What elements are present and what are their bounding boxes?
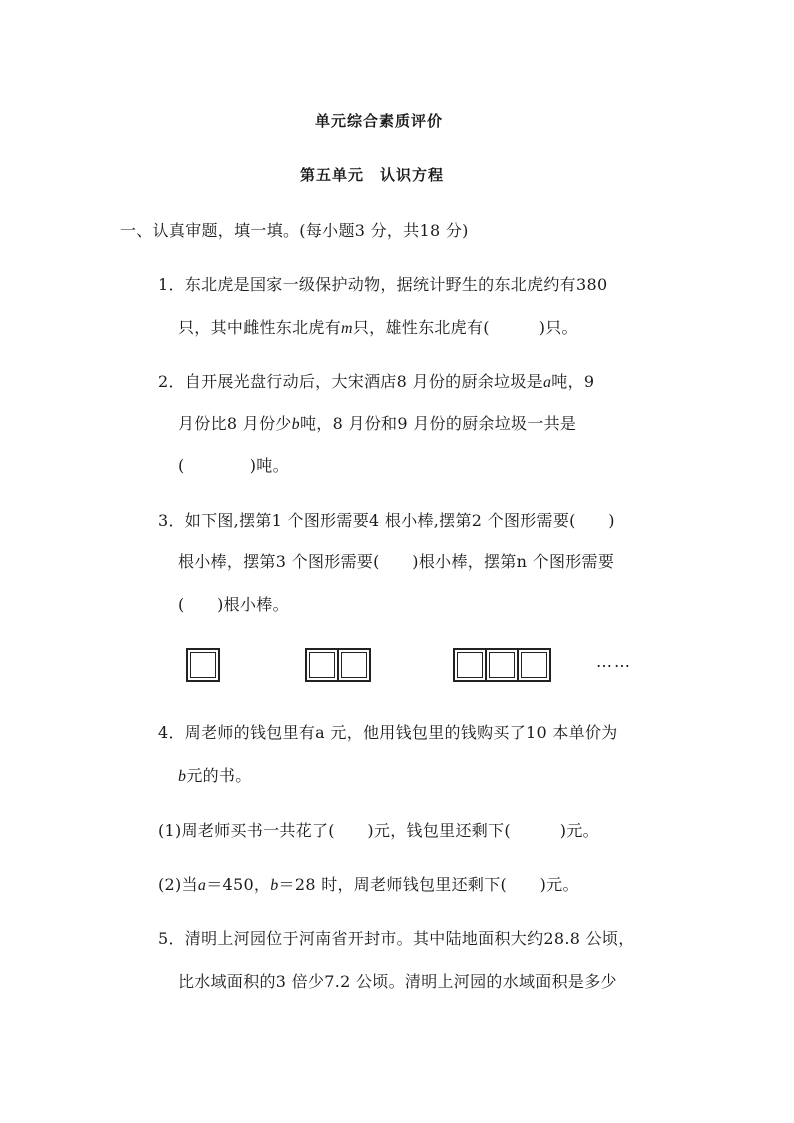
q5-line2: 比水域面积的3 倍少7.2 公顷。清明上河园的水域面积是多少	[178, 972, 617, 991]
q1-line2-part-a: 只，其中雌性东北虎有	[178, 318, 342, 337]
q3-line2: 根小棒，摆第3 个图形需要( )根小棒，摆第n 个图形需要	[178, 552, 615, 571]
page-title: 单元综合素质评价	[315, 112, 444, 130]
section-heading: 一、认真审题，填一填。(每小题3 分，共18 分)	[120, 221, 469, 240]
q2-line2-part-a: 月份比8 月份少	[178, 414, 292, 433]
var-a: a	[197, 877, 207, 894]
page-subtitle: 第五单元 认识方程	[300, 166, 445, 184]
q4-sub2-part-c: ＝28 时，周老师钱包里还剩下( )元。	[278, 875, 579, 894]
q1-line1: 1．东北虎是国家一级保护动物，据统计野生的东北虎约有380	[158, 275, 608, 294]
stick-square	[305, 648, 339, 682]
q4-sub1: (1)周老师买书一共花了( )元，钱包里还剩下( )元。	[158, 821, 599, 840]
q2-line1	[158, 369, 594, 392]
var-b: b	[291, 416, 300, 433]
q2-line1-part-b: 吨，9	[551, 372, 595, 391]
q3-line3: ( )根小棒。	[178, 595, 289, 614]
q2-line2-part-b: 吨，8 月份和9 月份的厨余垃圾一共是	[299, 414, 577, 433]
q4-line2	[178, 763, 252, 786]
q4-line2-text: 元的书。	[186, 766, 252, 785]
var-a: a	[542, 374, 552, 391]
q4-line1: 4．周老师的钱包里有a 元，他用钱包里的钱购买了10 本单价为	[158, 723, 618, 742]
q4-sub2-part-b: ＝450，	[206, 875, 271, 894]
q2-line1-part-a: 2．自开展光盘行动后，大宋酒店8 月份的厨余垃圾是	[158, 372, 543, 391]
var-b: b	[178, 768, 187, 785]
q2-line2	[178, 411, 576, 434]
var-b: b	[270, 877, 279, 894]
stick-figure-2	[305, 648, 371, 686]
stick-figure-1	[186, 648, 220, 686]
stick-square	[337, 648, 371, 682]
q1-line2-part-b: 只，雄性东北虎有( )只。	[352, 318, 578, 337]
stick-square	[186, 648, 220, 682]
stick-square	[517, 648, 551, 682]
ellipsis: ……	[596, 652, 632, 671]
q1-line2	[178, 315, 578, 338]
q4-sub2-part-a: (2)当	[158, 875, 198, 894]
var-m: m	[341, 320, 353, 337]
stick-square	[453, 648, 487, 682]
q5-line1: 5．清明上河园位于河南省开封市。其中陆地面积大约28.8 公顷，	[158, 929, 635, 948]
stick-figure-3	[453, 648, 551, 686]
stick-square	[485, 648, 519, 682]
q2-line3: ( )吨。	[178, 456, 289, 475]
q4-sub2	[158, 872, 579, 895]
q3-line1: 3．如下图,摆第1 个图形需要4 根小棒,摆第2 个图形需要( )	[158, 511, 615, 530]
